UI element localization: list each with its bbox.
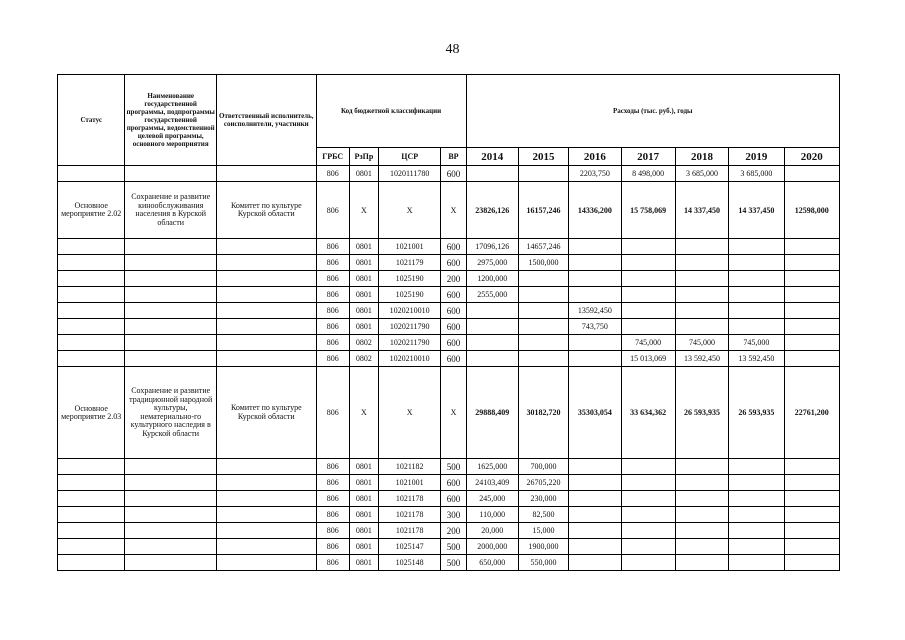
amount-cell: 8 498,000 bbox=[621, 166, 675, 182]
amount-cell bbox=[621, 239, 675, 255]
amount-cell bbox=[729, 475, 784, 491]
budget-table bbox=[57, 74, 840, 571]
vr-cell: 500 bbox=[441, 459, 466, 475]
responsible-cell bbox=[216, 287, 316, 303]
amount-cell bbox=[466, 166, 518, 182]
amount-cell: 26 593,935 bbox=[675, 367, 728, 459]
amount-cell bbox=[784, 491, 839, 507]
vr-cell: 600 bbox=[441, 166, 466, 182]
name-cell bbox=[125, 271, 217, 287]
amount-cell: 14 337,450 bbox=[729, 182, 784, 239]
vr-cell: 600 bbox=[441, 475, 466, 491]
rzpr-cell: 0801 bbox=[349, 459, 378, 475]
amount-cell: 2555,000 bbox=[466, 287, 518, 303]
status-cell bbox=[58, 239, 125, 255]
grbs-cell: 806 bbox=[316, 271, 349, 287]
responsible-cell bbox=[216, 555, 316, 571]
table-row bbox=[58, 367, 840, 459]
vr-cell: 600 bbox=[441, 351, 466, 367]
grbs-cell: 806 bbox=[316, 491, 349, 507]
rzpr-cell: 0801 bbox=[349, 507, 378, 523]
amount-cell: 14336,200 bbox=[569, 182, 621, 239]
vr-cell: 200 bbox=[441, 523, 466, 539]
amount-cell: 2000,000 bbox=[466, 539, 518, 555]
amount-cell bbox=[675, 287, 728, 303]
amount-cell: 20,000 bbox=[466, 523, 518, 539]
csr-cell: 1020210010 bbox=[378, 351, 440, 367]
responsible-cell bbox=[216, 239, 316, 255]
csr-cell: 1025190 bbox=[378, 287, 440, 303]
amount-cell: 15 758,069 bbox=[621, 182, 675, 239]
header-year: 2018 bbox=[675, 148, 728, 166]
responsible-cell bbox=[216, 491, 316, 507]
rzpr-cell: 0801 bbox=[349, 239, 378, 255]
amount-cell: 745,000 bbox=[621, 335, 675, 351]
amount-cell: 26705,220 bbox=[518, 475, 568, 491]
table-row bbox=[58, 475, 840, 491]
amount-cell bbox=[784, 507, 839, 523]
amount-cell bbox=[729, 491, 784, 507]
table-row bbox=[58, 335, 840, 351]
csr-cell: 1021001 bbox=[378, 475, 440, 491]
amount-cell: 30182,720 bbox=[518, 367, 568, 459]
grbs-cell: 806 bbox=[316, 351, 349, 367]
rzpr-cell: 0801 bbox=[349, 166, 378, 182]
amount-cell bbox=[518, 335, 568, 351]
amount-cell bbox=[729, 255, 784, 271]
name-cell bbox=[125, 166, 217, 182]
amount-cell bbox=[675, 475, 728, 491]
amount-cell bbox=[569, 271, 621, 287]
amount-cell bbox=[518, 319, 568, 335]
name-cell bbox=[125, 555, 217, 571]
amount-cell bbox=[784, 539, 839, 555]
rzpr-cell: 0801 bbox=[349, 491, 378, 507]
table-row bbox=[58, 182, 840, 239]
status-cell: Основное мероприятие 2.03 bbox=[58, 367, 125, 459]
header-expenses: Расходы (тыс. руб.), годы bbox=[466, 75, 839, 148]
amount-cell bbox=[569, 239, 621, 255]
amount-cell: 16157,246 bbox=[518, 182, 568, 239]
amount-cell bbox=[518, 351, 568, 367]
csr-cell: Х bbox=[378, 182, 440, 239]
name-cell bbox=[125, 335, 217, 351]
amount-cell: 17096,126 bbox=[466, 239, 518, 255]
amount-cell: 13592,450 bbox=[569, 303, 621, 319]
responsible-cell bbox=[216, 459, 316, 475]
table-row bbox=[58, 271, 840, 287]
amount-cell: 29888,409 bbox=[466, 367, 518, 459]
csr-cell: 1020111780 bbox=[378, 166, 440, 182]
amount-cell bbox=[784, 166, 839, 182]
amount-cell bbox=[621, 491, 675, 507]
amount-cell: 245,000 bbox=[466, 491, 518, 507]
grbs-cell: 806 bbox=[316, 239, 349, 255]
amount-cell bbox=[621, 255, 675, 271]
amount-cell bbox=[784, 475, 839, 491]
header-year: 2014 bbox=[466, 148, 518, 166]
rzpr-cell: 0801 bbox=[349, 319, 378, 335]
vr-cell: 200 bbox=[441, 271, 466, 287]
amount-cell bbox=[621, 271, 675, 287]
grbs-cell: 806 bbox=[316, 335, 349, 351]
csr-cell: 1020211790 bbox=[378, 319, 440, 335]
amount-cell: 1625,000 bbox=[466, 459, 518, 475]
grbs-cell: 806 bbox=[316, 255, 349, 271]
table-row bbox=[58, 539, 840, 555]
amount-cell: 743,750 bbox=[569, 319, 621, 335]
vr-cell: 600 bbox=[441, 335, 466, 351]
csr-cell: 1021178 bbox=[378, 523, 440, 539]
amount-cell bbox=[675, 303, 728, 319]
grbs-cell: 806 bbox=[316, 475, 349, 491]
amount-cell: 13 592,450 bbox=[729, 351, 784, 367]
vr-cell: 600 bbox=[441, 491, 466, 507]
amount-cell bbox=[621, 523, 675, 539]
table-row bbox=[58, 303, 840, 319]
responsible-cell: Комитет по культуре Курской области bbox=[216, 367, 316, 459]
amount-cell bbox=[675, 255, 728, 271]
csr-cell: 1021179 bbox=[378, 255, 440, 271]
amount-cell bbox=[518, 166, 568, 182]
amount-cell bbox=[675, 491, 728, 507]
name-cell: Сохранение и развитие кинообслуживания населения в Курской области bbox=[125, 182, 217, 239]
vr-cell: 600 bbox=[441, 255, 466, 271]
responsible-cell bbox=[216, 255, 316, 271]
responsible-cell bbox=[216, 166, 316, 182]
table-row bbox=[58, 459, 840, 475]
amount-cell bbox=[729, 523, 784, 539]
header-vr: ВР bbox=[441, 148, 466, 166]
amount-cell: 13 592,450 bbox=[675, 351, 728, 367]
status-cell bbox=[58, 166, 125, 182]
amount-cell bbox=[569, 523, 621, 539]
header-year: 2019 bbox=[729, 148, 784, 166]
header-year: 2016 bbox=[569, 148, 621, 166]
amount-cell bbox=[729, 539, 784, 555]
amount-cell bbox=[466, 303, 518, 319]
name-cell bbox=[125, 523, 217, 539]
amount-cell bbox=[729, 459, 784, 475]
status-cell bbox=[58, 491, 125, 507]
table-row bbox=[58, 491, 840, 507]
amount-cell: 14657,246 bbox=[518, 239, 568, 255]
csr-cell: 1021178 bbox=[378, 507, 440, 523]
table-row bbox=[58, 287, 840, 303]
responsible-cell bbox=[216, 303, 316, 319]
amount-cell bbox=[784, 523, 839, 539]
amount-cell: 650,000 bbox=[466, 555, 518, 571]
name-cell bbox=[125, 491, 217, 507]
header-row bbox=[58, 75, 840, 148]
header-budget-code: Код бюджетной классификации bbox=[316, 75, 466, 148]
table-row bbox=[58, 507, 840, 523]
amount-cell bbox=[729, 271, 784, 287]
grbs-cell: 806 bbox=[316, 459, 349, 475]
table-row bbox=[58, 523, 840, 539]
table-row bbox=[58, 351, 840, 367]
amount-cell bbox=[621, 507, 675, 523]
rzpr-cell: 0802 bbox=[349, 351, 378, 367]
responsible-cell bbox=[216, 507, 316, 523]
csr-cell: 1025148 bbox=[378, 555, 440, 571]
amount-cell: 700,000 bbox=[518, 459, 568, 475]
grbs-cell: 806 bbox=[316, 555, 349, 571]
table-row bbox=[58, 166, 840, 182]
amount-cell bbox=[784, 319, 839, 335]
name-cell bbox=[125, 255, 217, 271]
amount-cell bbox=[569, 351, 621, 367]
status-cell bbox=[58, 539, 125, 555]
amount-cell bbox=[466, 351, 518, 367]
page-number: 48 bbox=[445, 42, 460, 57]
name-cell bbox=[125, 239, 217, 255]
name-cell bbox=[125, 507, 217, 523]
amount-cell bbox=[569, 491, 621, 507]
vr-cell: 300 bbox=[441, 507, 466, 523]
rzpr-cell: 0801 bbox=[349, 539, 378, 555]
vr-cell: 500 bbox=[441, 539, 466, 555]
amount-cell bbox=[466, 319, 518, 335]
rzpr-cell: 0802 bbox=[349, 335, 378, 351]
name-cell bbox=[125, 303, 217, 319]
status-cell bbox=[58, 319, 125, 335]
amount-cell bbox=[569, 507, 621, 523]
name-cell bbox=[125, 475, 217, 491]
amount-cell bbox=[675, 523, 728, 539]
amount-cell bbox=[569, 255, 621, 271]
vr-cell: Х bbox=[441, 182, 466, 239]
rzpr-cell: Х bbox=[349, 367, 378, 459]
amount-cell: 2203,750 bbox=[569, 166, 621, 182]
responsible-cell bbox=[216, 335, 316, 351]
amount-cell bbox=[518, 303, 568, 319]
rzpr-cell: 0801 bbox=[349, 555, 378, 571]
vr-cell: 600 bbox=[441, 303, 466, 319]
amount-cell bbox=[784, 239, 839, 255]
header-year: 2017 bbox=[621, 148, 675, 166]
amount-cell bbox=[784, 271, 839, 287]
csr-cell: 1025147 bbox=[378, 539, 440, 555]
amount-cell: 14 337,450 bbox=[675, 182, 728, 239]
grbs-cell: 806 bbox=[316, 507, 349, 523]
name-cell bbox=[125, 319, 217, 335]
responsible-cell bbox=[216, 475, 316, 491]
amount-cell bbox=[569, 475, 621, 491]
name-cell bbox=[125, 459, 217, 475]
amount-cell bbox=[784, 287, 839, 303]
vr-cell: 600 bbox=[441, 319, 466, 335]
amount-cell bbox=[621, 555, 675, 571]
header-year: 2015 bbox=[518, 148, 568, 166]
amount-cell bbox=[784, 351, 839, 367]
amount-cell bbox=[784, 335, 839, 351]
header-year: 2020 bbox=[784, 148, 839, 166]
amount-cell bbox=[784, 555, 839, 571]
amount-cell: 2975,000 bbox=[466, 255, 518, 271]
table-row bbox=[58, 555, 840, 571]
amount-cell bbox=[621, 303, 675, 319]
amount-cell: 745,000 bbox=[729, 335, 784, 351]
amount-cell bbox=[466, 335, 518, 351]
amount-cell bbox=[784, 303, 839, 319]
amount-cell bbox=[729, 319, 784, 335]
amount-cell: 1900,000 bbox=[518, 539, 568, 555]
amount-cell bbox=[675, 539, 728, 555]
amount-cell: 82,500 bbox=[518, 507, 568, 523]
amount-cell bbox=[569, 539, 621, 555]
amount-cell bbox=[675, 271, 728, 287]
amount-cell: 1200,000 bbox=[466, 271, 518, 287]
amount-cell: 550,000 bbox=[518, 555, 568, 571]
responsible-cell bbox=[216, 523, 316, 539]
header-status: Статус bbox=[58, 75, 125, 166]
status-cell bbox=[58, 475, 125, 491]
amount-cell bbox=[518, 271, 568, 287]
amount-cell bbox=[621, 539, 675, 555]
grbs-cell: 806 bbox=[316, 523, 349, 539]
vr-cell: Х bbox=[441, 367, 466, 459]
csr-cell: 1021182 bbox=[378, 459, 440, 475]
amount-cell bbox=[569, 555, 621, 571]
table-row bbox=[58, 319, 840, 335]
amount-cell bbox=[729, 303, 784, 319]
amount-cell bbox=[729, 287, 784, 303]
rzpr-cell: 0801 bbox=[349, 475, 378, 491]
status-cell bbox=[58, 523, 125, 539]
amount-cell bbox=[569, 287, 621, 303]
amount-cell: 24103,409 bbox=[466, 475, 518, 491]
vr-cell: 600 bbox=[441, 239, 466, 255]
amount-cell: 745,000 bbox=[675, 335, 728, 351]
amount-cell bbox=[621, 475, 675, 491]
grbs-cell: 806 bbox=[316, 319, 349, 335]
amount-cell bbox=[569, 335, 621, 351]
amount-cell bbox=[675, 239, 728, 255]
status-cell bbox=[58, 555, 125, 571]
status-cell bbox=[58, 351, 125, 367]
grbs-cell: 806 bbox=[316, 303, 349, 319]
amount-cell bbox=[569, 459, 621, 475]
csr-cell: 1025190 bbox=[378, 271, 440, 287]
csr-cell: Х bbox=[378, 367, 440, 459]
amount-cell: 1500,000 bbox=[518, 255, 568, 271]
responsible-cell bbox=[216, 539, 316, 555]
csr-cell: 1020210010 bbox=[378, 303, 440, 319]
amount-cell bbox=[675, 459, 728, 475]
rzpr-cell: 0801 bbox=[349, 523, 378, 539]
amount-cell bbox=[518, 287, 568, 303]
status-cell bbox=[58, 303, 125, 319]
amount-cell bbox=[784, 459, 839, 475]
header-responsible: Ответственный исполнитель, соисполнители, участники bbox=[216, 75, 316, 166]
table-row bbox=[58, 255, 840, 271]
grbs-cell: 806 bbox=[316, 166, 349, 182]
amount-cell: 110,000 bbox=[466, 507, 518, 523]
status-cell bbox=[58, 459, 125, 475]
amount-cell bbox=[621, 459, 675, 475]
grbs-cell: 806 bbox=[316, 182, 349, 239]
rzpr-cell: 0801 bbox=[349, 271, 378, 287]
status-cell bbox=[58, 507, 125, 523]
csr-cell: 1021001 bbox=[378, 239, 440, 255]
vr-cell: 500 bbox=[441, 555, 466, 571]
status-cell bbox=[58, 335, 125, 351]
status-cell bbox=[58, 271, 125, 287]
amount-cell bbox=[621, 319, 675, 335]
amount-cell bbox=[675, 319, 728, 335]
amount-cell: 12598,000 bbox=[784, 182, 839, 239]
amount-cell: 3 685,000 bbox=[675, 166, 728, 182]
amount-cell: 35303,054 bbox=[569, 367, 621, 459]
status-cell bbox=[58, 255, 125, 271]
amount-cell: 33 634,362 bbox=[621, 367, 675, 459]
amount-cell: 23826,126 bbox=[466, 182, 518, 239]
name-cell: Сохранение и развитие традиционной народной культуры, нематериально-го культурного наследия в Курской области bbox=[125, 367, 217, 459]
amount-cell bbox=[675, 555, 728, 571]
csr-cell: 1021178 bbox=[378, 491, 440, 507]
responsible-cell bbox=[216, 351, 316, 367]
amount-cell: 22761,200 bbox=[784, 367, 839, 459]
amount-cell bbox=[784, 255, 839, 271]
amount-cell bbox=[729, 507, 784, 523]
responsible-cell bbox=[216, 271, 316, 287]
table-row bbox=[58, 239, 840, 255]
rzpr-cell: 0801 bbox=[349, 255, 378, 271]
name-cell bbox=[125, 287, 217, 303]
grbs-cell: 806 bbox=[316, 287, 349, 303]
header-grbs: ГРБС bbox=[316, 148, 349, 166]
amount-cell: 3 685,000 bbox=[729, 166, 784, 182]
grbs-cell: 806 bbox=[316, 539, 349, 555]
amount-cell bbox=[675, 507, 728, 523]
amount-cell: 15,000 bbox=[518, 523, 568, 539]
rzpr-cell: Х bbox=[349, 182, 378, 239]
header-csr: ЦСР bbox=[378, 148, 440, 166]
amount-cell: 230,000 bbox=[518, 491, 568, 507]
status-cell bbox=[58, 287, 125, 303]
responsible-cell: Комитет по культуре Курской области bbox=[216, 182, 316, 239]
name-cell bbox=[125, 539, 217, 555]
header-rzpr: РзПр bbox=[349, 148, 378, 166]
amount-cell: 26 593,935 bbox=[729, 367, 784, 459]
grbs-cell: 806 bbox=[316, 367, 349, 459]
status-cell: Основное мероприятие 2.02 bbox=[58, 182, 125, 239]
amount-cell bbox=[729, 555, 784, 571]
name-cell bbox=[125, 351, 217, 367]
vr-cell: 600 bbox=[441, 287, 466, 303]
amount-cell bbox=[729, 239, 784, 255]
csr-cell: 1020211790 bbox=[378, 335, 440, 351]
rzpr-cell: 0801 bbox=[349, 303, 378, 319]
rzpr-cell: 0801 bbox=[349, 287, 378, 303]
table-body bbox=[58, 166, 840, 571]
header-name: Наименование государственной программы, подпрограммы государственной программы, ведомственной целевой программы, основного мероприятия bbox=[125, 75, 217, 166]
responsible-cell bbox=[216, 319, 316, 335]
amount-cell bbox=[621, 287, 675, 303]
amount-cell: 15 013,069 bbox=[621, 351, 675, 367]
